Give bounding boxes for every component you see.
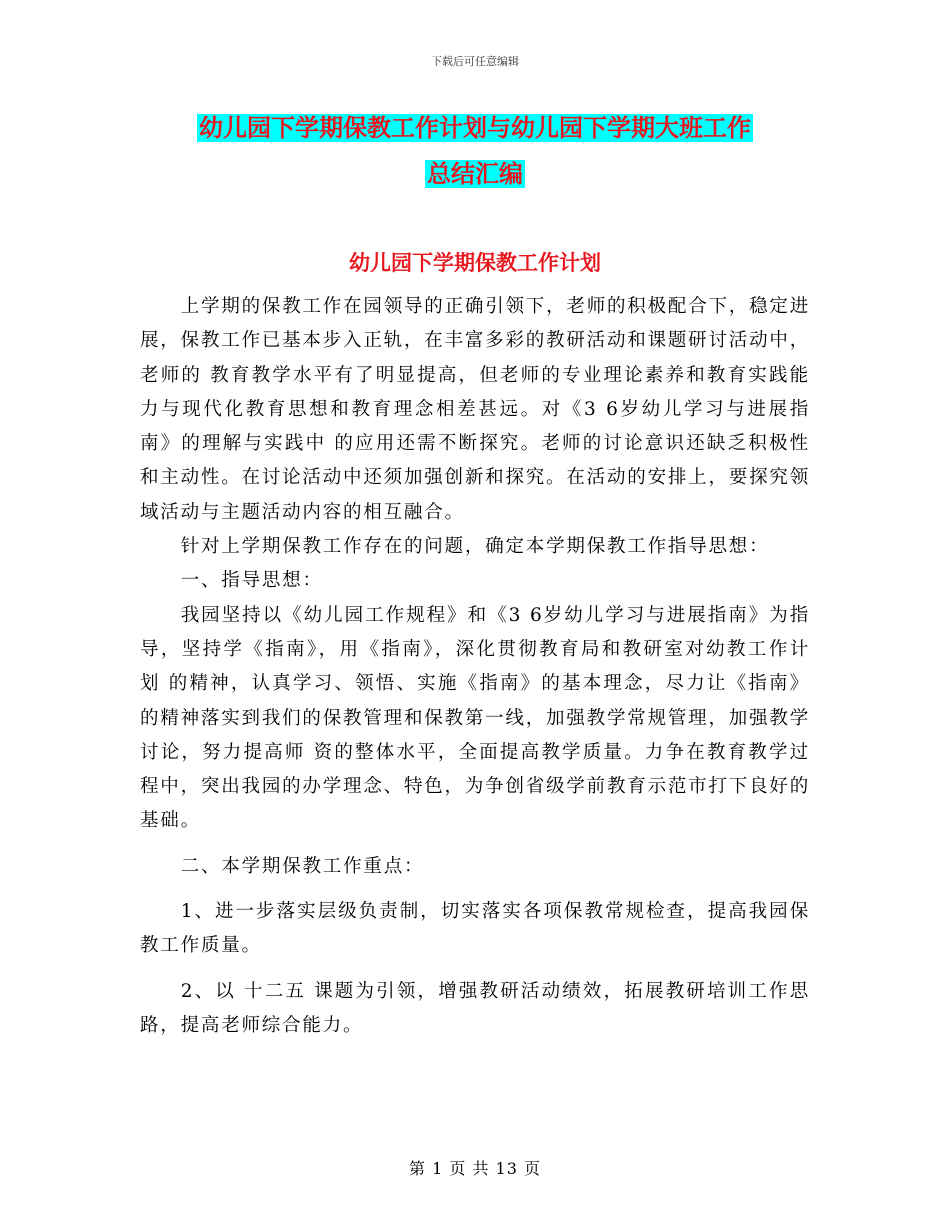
header-note: 下载后可任意编辑 bbox=[431, 55, 519, 68]
document-title-line-1 bbox=[0, 112, 950, 144]
heading-guiding-thought: 一、指导思想： bbox=[180, 570, 323, 592]
page-number-footer: 第 1 页 共 13 页 bbox=[409, 1159, 541, 1178]
document-title-text-1: 幼儿园下学期保教工作计划与幼儿园下学期大班工作 bbox=[199, 114, 751, 142]
document-title-line-2 bbox=[0, 158, 950, 190]
paragraph-problem-statement: 针对上学期保教工作存在的问题，确定本学期保教工作指导思想： bbox=[180, 536, 770, 558]
section-heading: 幼儿园下学期保教工作计划 bbox=[349, 251, 601, 275]
paragraph-intro: 上学期的保教工作在园领导的正确引领下，老师的积极配合下，稳定进展，保教工作已基本步入正轨，在丰富多彩的教研活动和课题研讨活动中，老师的 教育教学水平有了明显提高，但老师的专业理论素养和教育实践能力与现代化教育思想和教育理念相差甚远。对《3 6岁幼儿学习与进展指南》的理解与实践中 的应用还需不断探究。老师的讨论意识还缺乏积极性和主动性。在讨论活动中还须加强创新和探究。在活动的安排上，要探究领域活动与主题活动内容的相互融合。 bbox=[140, 296, 810, 523]
document-body bbox=[140, 290, 810, 1043]
paragraph-guiding-thought: 我园坚持以《幼儿园工作规程》和《3 6岁幼儿学习与进展指南》为指导，坚持学《指南》，用《指南》，深化贯彻教育局和教研室对幼教工作计划 的精神，认真学习、领悟、实施《指南》的基本理念，尽力让《指南》的精神落实到我们的保教管理和保教第一线，加强教学常规管理，加强教学讨论，努力提高师 资的整体水平，全面提高教学质量。力争在教育教学过程中，突出我园的办学理念、特色，为争创省级学前教育示范市打下良好的基础。 bbox=[140, 604, 810, 832]
document-title-text-2: 总结汇编 bbox=[427, 160, 523, 188]
heading-work-focus: 二、本学期保教工作重点： bbox=[180, 855, 425, 877]
list-item-focus-2: 2、以 十二五 课题为引领，增强教研活动绩效，拓展教研培训工作思路，提高老师综合能力。 bbox=[140, 980, 810, 1036]
list-item-focus-1: 1、进一步落实层级负责制，切实落实各项保教常规检查，提高我园保教工作质量。 bbox=[140, 901, 810, 957]
